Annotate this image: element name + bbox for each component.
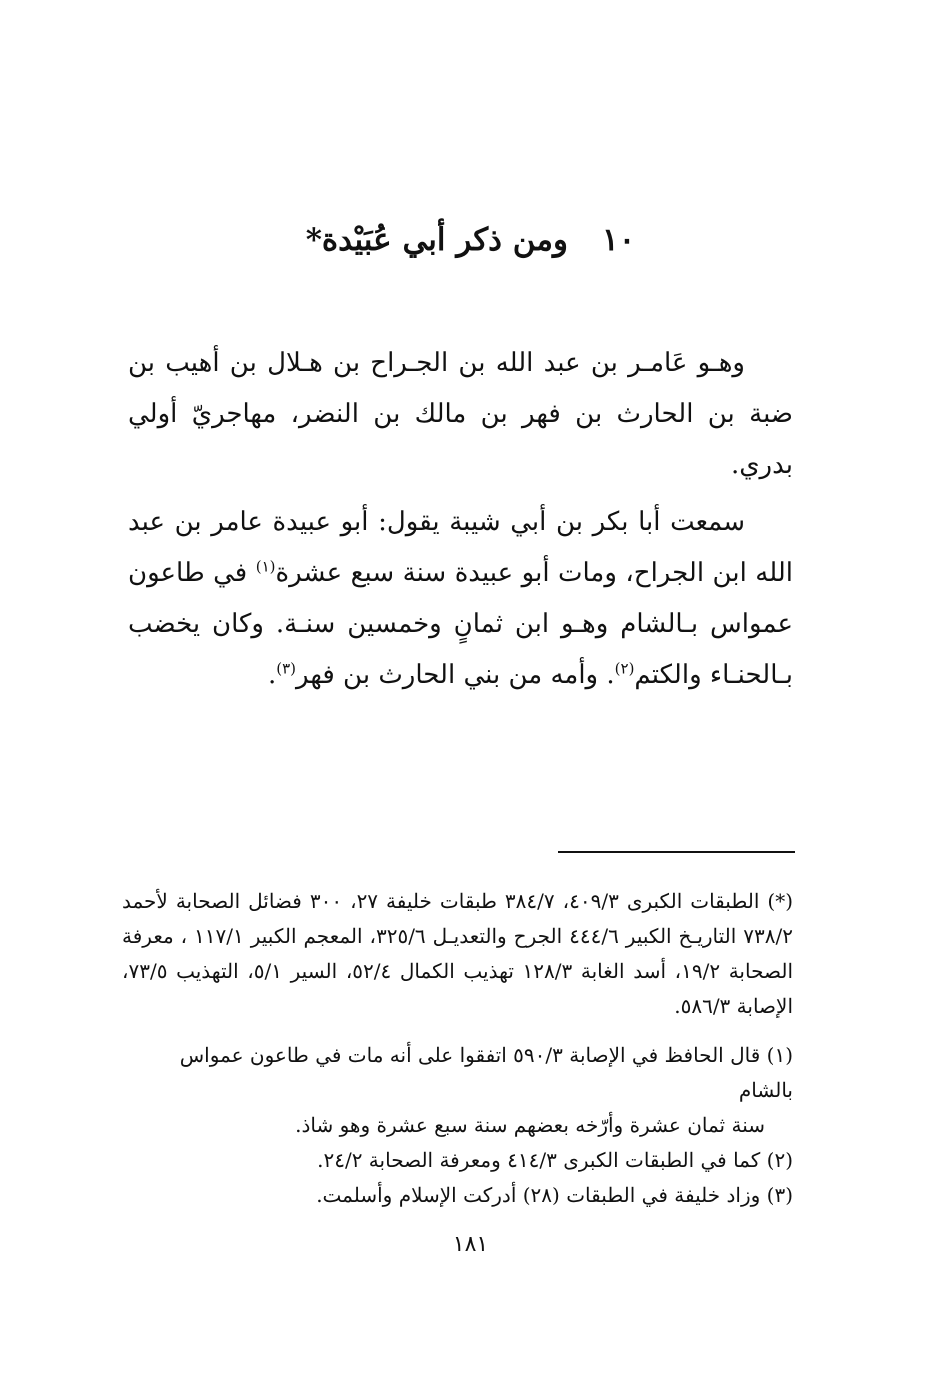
- narration-part-4: .: [267, 660, 277, 690]
- narration-part-2: في طاعون عمواس بـالشام وهـو ابن ثمانٍ وخمسين سنـة. وكان يخضب بـالحنـاء والكتم: [128, 558, 793, 690]
- chapter-number: ١٠: [601, 222, 636, 258]
- footnote-ref-1[interactable]: (١): [255, 557, 276, 576]
- footnotes: [122, 884, 793, 1213]
- page-number: ١٨١: [452, 1232, 489, 1257]
- footnote-ref-3[interactable]: (٣): [276, 659, 296, 678]
- paragraph-narration: [128, 497, 793, 701]
- footnote-1: [122, 1038, 793, 1143]
- narration-part-1: سمعت أبا بكر بن أبي شيبة يقول: أبو عبيدة عامر بن عبد الله ابن الجراح، ومات أبو عبيدة سنة سبع عشرة: [128, 507, 793, 588]
- footnote-list: [122, 1038, 793, 1213]
- footnote-2: (٢) كما في الطبقات الكبرى ٤١٤/٣ ومعرفة الصحابة ٢٤/٢.: [317, 1148, 793, 1172]
- footnote-1-line-1: (١) قال الحافظ في الإصابة ٥٩٠/٣ اتفقوا على أنه مات في طاعون عمواس بالشام: [179, 1043, 793, 1102]
- footnote-divider: [558, 851, 795, 853]
- chapter-title: ومن ذكر أبي عُبَيْدة*: [305, 222, 568, 258]
- footnote-1-line-2: سنة ثمان عشرة وأرّخه بعضهم سنة سبع عشرة وهو شاذ.: [295, 1113, 765, 1137]
- paragraph-lineage: وهـو عَامـر بن عبد الله بن الجـراح بن هـلال بن أهيب بن ضبة بن الحارث بن فهر بن مالك بن النضر، مهاجريّ أولي بدري.: [128, 348, 793, 480]
- footnote-sources: (*) الطبقات الكبرى ٤٠٩/٣، ٣٨٤/٧ طبقات خليفة ٢٧، ٣٠٠ فضائل الصحابة لأحمد ٧٣٨/٢ التاريـخ الكبير ٤٤٤/٦ الجرح والتعديـل ٣٢٥/٦، المعجم الكبير ١١٧/١ ، معرفة الصحابة ١٩/٢، أسد الغابة ١٢٨/٣ تهذيب الكمال ٥٢/٤، السير ٥/١، التهذيب ٧٣/٥، الإصابة ٥٨٦/٣.: [122, 889, 794, 1018]
- main-text: [128, 338, 793, 701]
- footnote-3: (٣) وزاد خليفة في الطبقات (٢٨) أدركت الإسلام وأسلمت.: [316, 1183, 793, 1207]
- chapter-heading: [150, 215, 791, 265]
- narration-part-3: . وأمه من بني الحارث بن فهر: [296, 660, 615, 690]
- footnote-ref-2[interactable]: (٢): [614, 659, 635, 678]
